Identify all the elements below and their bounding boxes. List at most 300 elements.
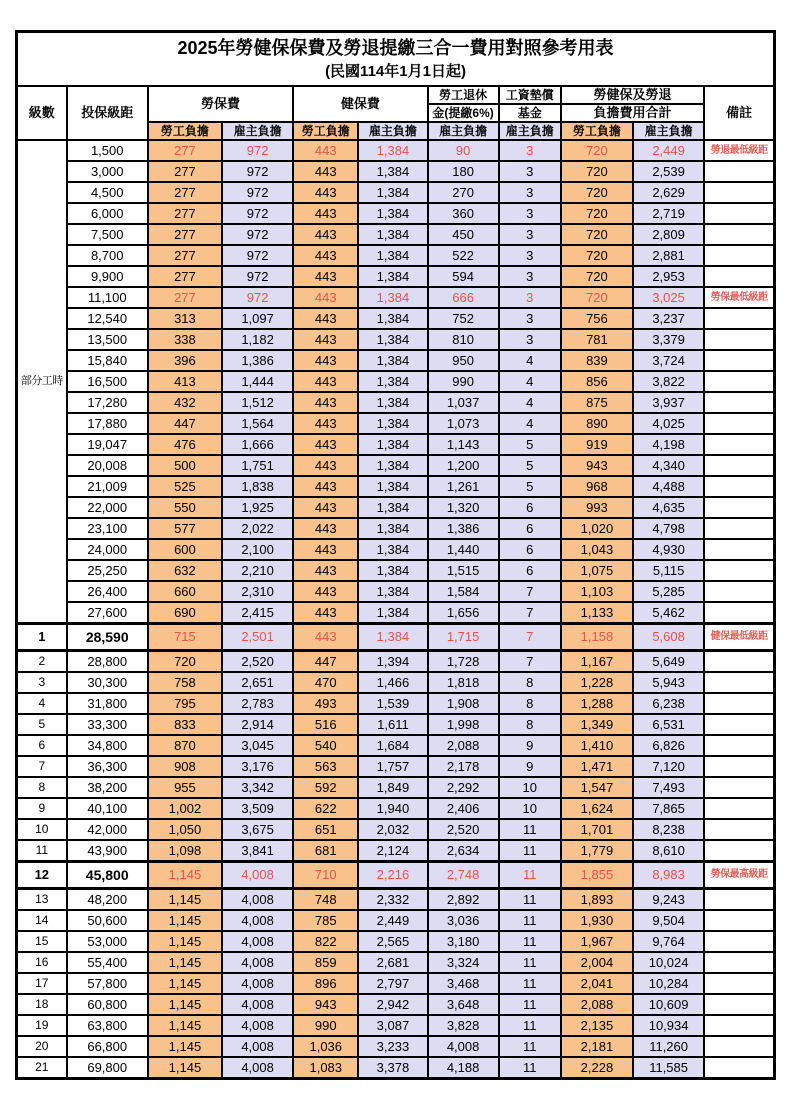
pension-cell: 3,036 [428,910,499,931]
remark-cell [704,819,774,840]
total-employee-cell: 720 [561,266,633,287]
remark-cell [704,455,774,476]
table-row [17,777,775,798]
pension-cell: 1,440 [428,539,499,560]
pension-cell: 450 [428,224,499,245]
total-employee-cell: 1,624 [561,798,633,819]
level-cell: 6 [17,735,67,756]
bracket-cell: 20,008 [67,455,148,476]
fund-cell: 6 [499,539,561,560]
bracket-cell: 25,250 [67,560,148,581]
hi-employer-cell: 1,466 [358,672,427,693]
total-employer-cell: 4,025 [633,413,704,434]
hi-employer-cell: 1,384 [358,497,427,518]
li-employer-cell: 1,564 [222,413,293,434]
level-cell: 3 [17,672,67,693]
hi-employee-cell: 859 [293,952,358,973]
level-cell: 8 [17,777,67,798]
hi-employer-cell: 1,849 [358,777,427,798]
li-employee-cell: 476 [148,434,222,455]
pension-cell: 180 [428,161,499,182]
total-employer-cell: 3,822 [633,371,704,392]
li-employer-cell: 1,838 [222,476,293,497]
total-employer-cell: 4,635 [633,497,704,518]
table-row [17,266,775,287]
hi-employee-cell: 651 [293,819,358,840]
total-employer-cell: 4,488 [633,476,704,497]
total-employee-cell: 1,020 [561,518,633,539]
bracket-cell: 4,500 [67,182,148,203]
total-employer-cell: 4,798 [633,518,704,539]
table-row [17,624,775,651]
pension-cell: 2,892 [428,889,499,911]
li-employer-cell: 4,008 [222,910,293,931]
li-employer-cell: 2,520 [222,651,293,673]
hi-employee-cell: 822 [293,931,358,952]
remark-cell [704,518,774,539]
hi-employer-cell: 1,384 [358,371,427,392]
fund-cell: 10 [499,798,561,819]
pension-cell: 2,406 [428,798,499,819]
hi-employer-cell: 2,332 [358,889,427,911]
fund-cell: 4 [499,371,561,392]
li-employer-cell: 2,022 [222,518,293,539]
li-employee-cell: 758 [148,672,222,693]
fund-cell: 7 [499,602,561,624]
total-employer-cell: 5,608 [633,624,704,651]
li-employer-cell: 2,651 [222,672,293,693]
level-cell: 13 [17,889,67,911]
pension-cell: 3,180 [428,931,499,952]
hi-employee-cell: 443 [293,497,358,518]
fund-cell: 5 [499,434,561,455]
total-employee-cell: 2,088 [561,994,633,1015]
total-employer-cell: 4,930 [633,539,704,560]
table-row [17,518,775,539]
li-employee-cell: 500 [148,455,222,476]
remark-cell [704,245,774,266]
hi-employer-cell: 2,797 [358,973,427,994]
pension-cell: 1,998 [428,714,499,735]
bracket-cell: 36,300 [67,756,148,777]
total-employee-cell: 1,779 [561,840,633,862]
remark-cell [704,392,774,413]
table-row [17,203,775,224]
hi-employer-cell: 1,384 [358,224,427,245]
fund-cell: 5 [499,455,561,476]
total-employee-cell: 2,004 [561,952,633,973]
li-employer-cell: 1,444 [222,371,293,392]
li-employer-cell: 1,925 [222,497,293,518]
hi-employer-cell: 1,384 [358,392,427,413]
li-employer-cell: 3,675 [222,819,293,840]
remark-cell [704,413,774,434]
li-employee-cell: 600 [148,539,222,560]
table-row [17,714,775,735]
fund-cell: 6 [499,497,561,518]
pension-cell: 2,088 [428,735,499,756]
fund-cell: 9 [499,756,561,777]
hi-employer-cell: 1,384 [358,539,427,560]
hi-employee-cell: 443 [293,539,358,560]
bracket-cell: 1,500 [67,140,148,161]
remark-cell [704,308,774,329]
level-cell: 12 [17,862,67,889]
total-employee-cell: 919 [561,434,633,455]
li-employee-cell: 1,145 [148,910,222,931]
fund-cell: 11 [499,862,561,889]
remark-cell [704,371,774,392]
li-employee-cell: 396 [148,350,222,371]
li-employee-cell: 277 [148,161,222,182]
total-employee-cell: 720 [561,203,633,224]
fund-cell: 11 [499,910,561,931]
table-row [17,735,775,756]
header-health-insurance: 健保費 [293,86,427,122]
remark-cell [704,735,774,756]
li-employer-cell: 2,100 [222,539,293,560]
fund-cell: 8 [499,693,561,714]
remark-cell [704,161,774,182]
total-employer-cell: 10,934 [633,1015,704,1036]
fund-cell: 11 [499,889,561,911]
total-employee-cell: 2,135 [561,1015,633,1036]
hi-employer-cell: 3,378 [358,1057,427,1079]
li-employee-cell: 1,145 [148,862,222,889]
table-row [17,910,775,931]
bracket-cell: 11,100 [67,287,148,308]
hi-employee-cell: 443 [293,624,358,651]
fund-cell: 11 [499,1057,561,1079]
li-employer-cell: 4,008 [222,952,293,973]
total-employee-cell: 1,133 [561,602,633,624]
total-employer-cell: 11,260 [633,1036,704,1057]
pension-cell: 1,584 [428,581,499,602]
total-employer-cell: 2,953 [633,266,704,287]
bracket-cell: 43,900 [67,840,148,862]
remark-cell [704,840,774,862]
hi-employer-cell: 1,384 [358,350,427,371]
level-cell: 10 [17,819,67,840]
pension-cell: 1,073 [428,413,499,434]
bracket-cell: 19,047 [67,434,148,455]
pension-cell: 3,648 [428,994,499,1015]
remark-cell: 勞保最高級距 [704,862,774,889]
hi-employee-cell: 443 [293,413,358,434]
li-employer-cell: 972 [222,266,293,287]
hi-employer-cell: 1,384 [358,140,427,161]
total-employee-cell: 890 [561,413,633,434]
header-pension-line2: 金(提繳6%) [428,104,499,122]
bracket-cell: 17,880 [67,413,148,434]
li-employer-cell: 3,045 [222,735,293,756]
bracket-cell: 28,800 [67,651,148,673]
li-employer-cell: 2,914 [222,714,293,735]
remark-cell [704,952,774,973]
bracket-cell: 3,000 [67,161,148,182]
li-employee-cell: 277 [148,203,222,224]
bracket-cell: 55,400 [67,952,148,973]
total-employer-cell: 3,937 [633,392,704,413]
pension-cell: 594 [428,266,499,287]
hi-employee-cell: 443 [293,245,358,266]
total-employer-cell: 4,198 [633,434,704,455]
hi-employer-cell: 1,940 [358,798,427,819]
hi-employer-cell: 2,942 [358,994,427,1015]
li-employee-cell: 1,145 [148,931,222,952]
pension-cell: 2,520 [428,819,499,840]
total-employer-cell: 2,629 [633,182,704,203]
table-row [17,756,775,777]
total-employee-cell: 875 [561,392,633,413]
li-employer-cell: 972 [222,140,293,161]
table-row [17,560,775,581]
li-employer-cell: 1,386 [222,350,293,371]
bracket-cell: 38,200 [67,777,148,798]
hi-employer-cell: 1,384 [358,581,427,602]
bracket-cell: 66,800 [67,1036,148,1057]
li-employee-cell: 715 [148,624,222,651]
li-employer-cell: 2,501 [222,624,293,651]
li-employer-cell: 972 [222,287,293,308]
header-remark: 備註 [704,86,774,140]
hi-employer-cell: 1,394 [358,651,427,673]
total-employer-cell: 8,983 [633,862,704,889]
bracket-cell: 42,000 [67,819,148,840]
li-employee-cell: 1,145 [148,1015,222,1036]
total-employee-cell: 1,471 [561,756,633,777]
remark-cell [704,889,774,911]
li-employer-cell: 4,008 [222,931,293,952]
pension-cell: 1,200 [428,455,499,476]
hi-employee-cell: 443 [293,140,358,161]
table-row [17,287,775,308]
total-employee-cell: 1,043 [561,539,633,560]
total-employee-cell: 2,181 [561,1036,633,1057]
remark-cell [704,539,774,560]
total-employee-cell: 839 [561,350,633,371]
pension-cell: 2,634 [428,840,499,862]
hi-employee-cell: 443 [293,224,358,245]
remark-cell [704,329,774,350]
remark-cell [704,560,774,581]
li-employee-cell: 955 [148,777,222,798]
header-wage-fund-line1: 工資墊償 [499,86,561,104]
li-employee-cell: 338 [148,329,222,350]
total-employer-cell: 2,539 [633,161,704,182]
li-employee-cell: 277 [148,245,222,266]
total-employer-cell: 3,025 [633,287,704,308]
li-employer-cell: 1,182 [222,329,293,350]
table-row [17,497,775,518]
table-row [17,329,775,350]
total-employee-cell: 720 [561,245,633,266]
fund-cell: 3 [499,182,561,203]
pension-cell: 1,037 [428,392,499,413]
header-total-line1: 勞健保及勞退 [561,86,704,104]
fund-cell: 3 [499,224,561,245]
pension-cell: 4,188 [428,1057,499,1079]
hi-employee-cell: 710 [293,862,358,889]
remark-cell [704,798,774,819]
li-employer-cell: 1,097 [222,308,293,329]
fund-cell: 11 [499,1036,561,1057]
level-cell: 7 [17,756,67,777]
hi-employee-cell: 443 [293,287,358,308]
hi-employee-cell: 622 [293,798,358,819]
hi-employee-cell: 443 [293,350,358,371]
pension-cell: 950 [428,350,499,371]
subheader-total-employer: 雇主負擔 [633,122,704,140]
li-employer-cell: 4,008 [222,862,293,889]
li-employee-cell: 277 [148,140,222,161]
li-employee-cell: 632 [148,560,222,581]
remark-cell [704,1015,774,1036]
hi-employee-cell: 896 [293,973,358,994]
hi-employee-cell: 443 [293,203,358,224]
hi-employer-cell: 1,757 [358,756,427,777]
li-employer-cell: 2,210 [222,560,293,581]
hi-employee-cell: 443 [293,182,358,203]
table-row [17,413,775,434]
page-title: 2025年勞健保保費及勞退提繳三合一費用對照參考用表 [177,38,614,58]
remark-cell [704,910,774,931]
li-employer-cell: 4,008 [222,994,293,1015]
hi-employee-cell: 443 [293,560,358,581]
li-employee-cell: 1,050 [148,819,222,840]
total-employee-cell: 993 [561,497,633,518]
li-employer-cell: 2,783 [222,693,293,714]
level-cell: 17 [17,973,67,994]
remark-cell: 健保最低級距 [704,624,774,651]
table-row [17,476,775,497]
level-cell: 5 [17,714,67,735]
part-time-label: 部分工時 [17,140,67,624]
li-employee-cell: 1,145 [148,1036,222,1057]
li-employer-cell: 4,008 [222,973,293,994]
hi-employee-cell: 516 [293,714,358,735]
hi-employee-cell: 1,083 [293,1057,358,1079]
hi-employee-cell: 443 [293,371,358,392]
total-employer-cell: 10,024 [633,952,704,973]
li-employee-cell: 1,002 [148,798,222,819]
bracket-cell: 12,540 [67,308,148,329]
li-employer-cell: 3,176 [222,756,293,777]
li-employer-cell: 3,342 [222,777,293,798]
level-cell: 11 [17,840,67,862]
fund-cell: 3 [499,287,561,308]
remark-cell [704,756,774,777]
li-employee-cell: 313 [148,308,222,329]
title-block [17,32,775,87]
fund-cell: 11 [499,994,561,1015]
total-employee-cell: 1,930 [561,910,633,931]
table-row [17,862,775,889]
total-employer-cell: 3,237 [633,308,704,329]
table-row [17,602,775,624]
fund-cell: 7 [499,651,561,673]
hi-employer-cell: 2,449 [358,910,427,931]
hi-employee-cell: 443 [293,602,358,624]
bracket-cell: 16,500 [67,371,148,392]
pension-cell: 2,292 [428,777,499,798]
level-cell: 2 [17,651,67,673]
bracket-cell: 22,000 [67,497,148,518]
hi-employee-cell: 443 [293,308,358,329]
table-row [17,539,775,560]
hi-employer-cell: 1,384 [358,203,427,224]
total-employee-cell: 1,701 [561,819,633,840]
hi-employee-cell: 443 [293,329,358,350]
total-employer-cell: 3,379 [633,329,704,350]
hi-employer-cell: 2,681 [358,952,427,973]
hi-employer-cell: 3,087 [358,1015,427,1036]
hi-employer-cell: 1,384 [358,455,427,476]
bracket-cell: 15,840 [67,350,148,371]
hi-employee-cell: 443 [293,266,358,287]
hi-employer-cell: 1,384 [358,518,427,539]
li-employee-cell: 795 [148,693,222,714]
table-row [17,889,775,911]
hi-employee-cell: 447 [293,651,358,673]
fund-cell: 3 [499,245,561,266]
total-employee-cell: 2,041 [561,973,633,994]
fund-cell: 4 [499,413,561,434]
total-employee-cell: 1,228 [561,672,633,693]
total-employer-cell: 4,340 [633,455,704,476]
total-employer-cell: 2,719 [633,203,704,224]
subheader-fund-employer: 雇主負擔 [499,122,561,140]
total-employer-cell: 5,115 [633,560,704,581]
hi-employee-cell: 943 [293,994,358,1015]
total-employer-cell: 8,610 [633,840,704,862]
hi-employer-cell: 1,384 [358,624,427,651]
table-row [17,798,775,819]
remark-cell [704,931,774,952]
total-employee-cell: 1,410 [561,735,633,756]
total-employer-cell: 5,649 [633,651,704,673]
li-employee-cell: 413 [148,371,222,392]
level-cell: 9 [17,798,67,819]
total-employee-cell: 1,167 [561,651,633,673]
remark-cell [704,973,774,994]
li-employee-cell: 1,145 [148,952,222,973]
page-subtitle: (民國114年1月1日起) [325,63,466,80]
fund-cell: 3 [499,203,561,224]
fund-cell: 9 [499,735,561,756]
hi-employer-cell: 1,384 [358,602,427,624]
total-employee-cell: 720 [561,287,633,308]
fee-comparison-table [15,30,776,1080]
pension-cell: 666 [428,287,499,308]
hi-employer-cell: 2,216 [358,862,427,889]
li-employee-cell: 1,145 [148,889,222,911]
fund-cell: 3 [499,140,561,161]
remark-cell [704,581,774,602]
table-row [17,581,775,602]
pension-cell: 810 [428,329,499,350]
total-employer-cell: 2,809 [633,224,704,245]
hi-employee-cell: 563 [293,756,358,777]
li-employee-cell: 277 [148,224,222,245]
bracket-cell: 33,300 [67,714,148,735]
li-employer-cell: 1,512 [222,392,293,413]
pension-cell: 270 [428,182,499,203]
table-row [17,952,775,973]
pension-cell: 1,386 [428,518,499,539]
table-row [17,819,775,840]
pension-cell: 1,715 [428,624,499,651]
